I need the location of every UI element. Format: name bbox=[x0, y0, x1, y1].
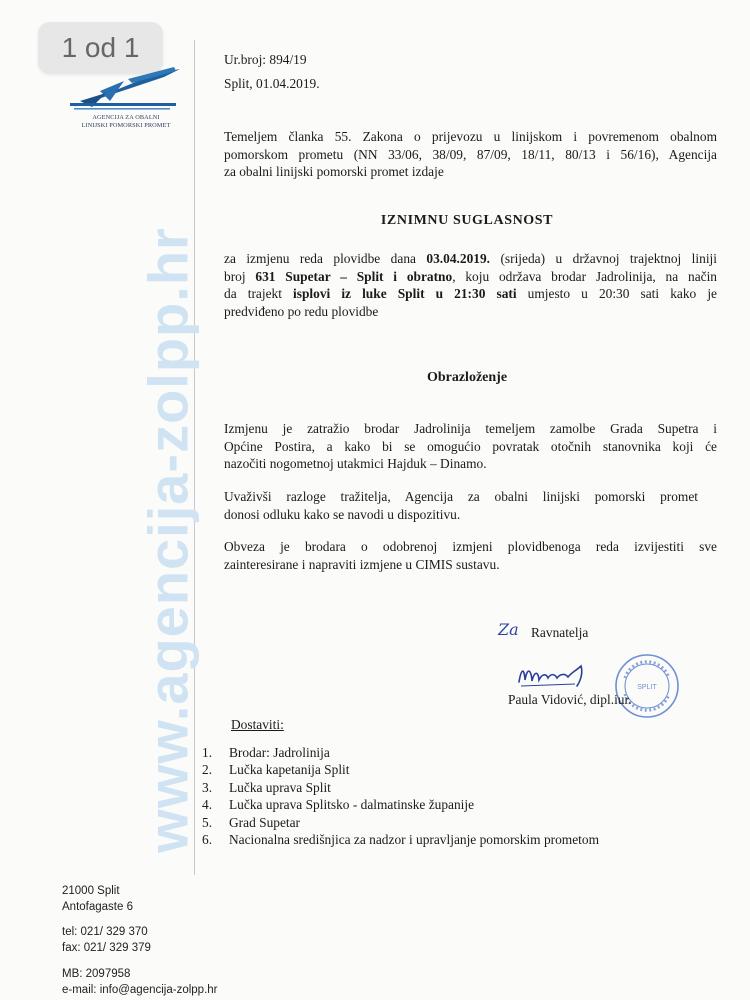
text-run: da trajekt bbox=[224, 286, 294, 301]
intro-line: za obalni linijski pomorski promet izdaje bbox=[224, 164, 444, 179]
list-item bbox=[202, 744, 599, 761]
footer-tel: tel: 021/ 329 370 bbox=[62, 926, 148, 938]
list-item bbox=[202, 814, 599, 831]
agency-name bbox=[70, 114, 182, 129]
list-item-text: Brodar: Jadrolinija bbox=[229, 745, 330, 760]
reference-number: Ur.broj: 894/19 bbox=[224, 52, 307, 67]
explanation-paragraph-1 bbox=[224, 420, 717, 473]
signatory-name: Paula Vidović, dipl.iur. bbox=[508, 692, 632, 707]
intro-line: pomorskom prometu (NN 33/06, 38/09, 87/09, 18/11, 80/13 i 56/16), Agencija bbox=[224, 146, 717, 162]
list-item-text: Lučka uprava Split bbox=[229, 779, 331, 795]
list-item-number: 5. bbox=[202, 814, 213, 830]
list-item bbox=[202, 831, 599, 848]
paragraph-line: Općine Postira, a kako bi se omogućio povratak otočnih stanovnika koji će bbox=[224, 438, 717, 454]
list-item bbox=[202, 761, 599, 778]
deliver-list bbox=[202, 744, 599, 848]
list-item-number: 2. bbox=[202, 762, 213, 778]
list-item-text: Nacionalna središnjica za nadzor i upravljanje pomorskim prometom bbox=[229, 832, 599, 848]
explanation-paragraph-2 bbox=[224, 488, 717, 523]
paragraph-line: zainteresirane i napraviti izmjene u CIMIS sustavu. bbox=[224, 556, 500, 572]
footer-street: Antofagaste 6 bbox=[62, 900, 133, 913]
page-indicator: 1 od 1 bbox=[38, 22, 163, 74]
decision-line bbox=[224, 285, 717, 303]
text-run: broj bbox=[224, 268, 256, 284]
explanation-heading: Obrazloženje bbox=[426, 370, 508, 385]
decision-paragraph bbox=[224, 250, 717, 320]
agency-name-line2: LINIJSKI POMORSKI PROMET bbox=[81, 121, 171, 129]
list-item-number: 6. bbox=[202, 832, 213, 848]
bold-text-run: 03.04.2019. bbox=[426, 251, 491, 266]
paragraph-line: nazočiti nogometnoj utakmici Hajduk – Dinamo. bbox=[224, 456, 487, 471]
bold-text-run: 631 Supetar – Split i obratno bbox=[255, 268, 453, 284]
text-run: , koju održava brodar Jadrolinija, na način bbox=[452, 268, 717, 284]
paragraph-line: Izmjenu je zatražio brodar Jadrolinija temeljem zamolbe Grada Supetra i bbox=[224, 421, 717, 436]
list-item-text: Grad Supetar bbox=[229, 814, 301, 830]
decision-line bbox=[224, 268, 717, 286]
footer-email: e-mail: info@agencija-zolpp.hr bbox=[62, 983, 218, 996]
paragraph-line: Obveza je brodara o odobrenoj izmjeni plovidbenoga reda izvijestiti sve bbox=[224, 539, 717, 554]
list-item-number: 4. bbox=[202, 797, 213, 813]
intro-paragraph bbox=[224, 128, 717, 181]
agency-name-line1: AGENCIJA ZA OBALNI bbox=[92, 114, 160, 121]
text-run: predviđeno po redu plovidbe bbox=[224, 303, 379, 319]
document-title: IZNIMNU SUGLASNOST bbox=[380, 213, 554, 228]
deliver-heading: Dostaviti: bbox=[231, 717, 284, 732]
explanation-paragraph-3 bbox=[224, 538, 717, 573]
footer-city: 21000 Split bbox=[62, 885, 120, 897]
handwritten-za: Za bbox=[498, 620, 519, 639]
paragraph-line: donosi odluku kako se navodi u dispozitivu. bbox=[224, 506, 461, 522]
text-run: za izmjenu reda plovidbe dana bbox=[224, 251, 427, 266]
vertical-website-watermark: www.agencija-zolpp.hr bbox=[136, 227, 200, 853]
official-stamp-icon bbox=[613, 652, 681, 720]
decision-line bbox=[224, 250, 717, 268]
footer-fax: fax: 021/ 329 379 bbox=[62, 941, 151, 954]
list-item bbox=[202, 796, 599, 813]
signatory-title: Ravnatelja bbox=[531, 625, 589, 640]
list-item-text: Lučka kapetanija Split bbox=[229, 762, 350, 778]
list-item-number: 1. bbox=[202, 745, 213, 760]
text-run: umjesto u 20:30 sati kako je bbox=[516, 286, 717, 301]
paragraph-line: Uvaživši razloge tražitelja, Agencija za obalni linijski pomorski promet bbox=[224, 489, 698, 504]
bold-text-run: isplovi iz luke Split u 21:30 sati bbox=[293, 286, 517, 301]
footer-phones bbox=[62, 925, 151, 956]
list-item bbox=[202, 779, 599, 796]
intro-line: Temeljem članka 55. Zakona o prijevozu u linijskom i povremenom obalnom bbox=[224, 129, 717, 144]
decision-line bbox=[224, 303, 717, 321]
footer-mb: MB: 2097958 bbox=[62, 968, 131, 980]
list-item-text: Lučka uprava Splitsko - dalmatinske županije bbox=[229, 797, 475, 813]
place-date: Split, 01.04.2019. bbox=[224, 76, 320, 91]
footer-registry bbox=[62, 967, 218, 998]
stamp-text: SPLIT bbox=[637, 684, 657, 691]
footer-address bbox=[62, 884, 133, 915]
handwritten-signature-icon bbox=[515, 656, 605, 692]
agency-logo-icon bbox=[70, 67, 180, 112]
list-item-number: 3. bbox=[202, 779, 213, 795]
text-run: (srijeda) u državnoj trajektnoj liniji bbox=[490, 251, 717, 266]
